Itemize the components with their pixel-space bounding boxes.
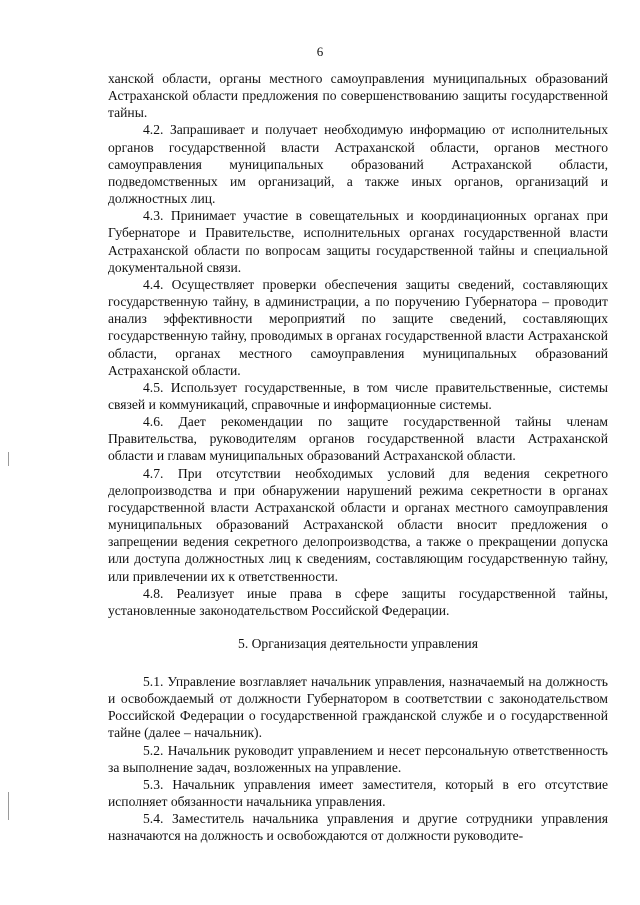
- paragraph-4-8: 4.8. Реализует иные права в сфере защиты государственной тайны, установленные законодательством Российской Федерации.: [108, 585, 608, 618]
- section-heading: 5. Организация деятельности управления: [238, 636, 478, 651]
- paragraph-4-4: 4.4. Осуществляет проверки обеспечения защиты сведений, составляющих государственную тайну, в администрации, а по поручению Губернатора – проводит анализ эффективности мероприятий по защите сведений, составляющих государственную тайну, проводимых в органах государственной власти Астраханской области, органах местного самоуправления муниципальных образований Астраханской области.: [108, 276, 608, 378]
- scan-margin-mark: [8, 792, 9, 820]
- paragraph-4-7: 4.7. При отсутствии необходимых условий для ведения секретного делопроизводства и при обнаружении нарушений режима секретности в органах государственной власти Астраханской области и органах местного самоуправления муниципальных образований Астраханской области вносит предложения о запрещении ведения секретного делопроизводства, а также о прекращении допуска или доступа должностных лиц к сведениям, составляющим государственную тайну, или привлечении их к ответственности.: [108, 465, 608, 584]
- paragraph-5-2: 5.2. Начальник руководит управлением и несет персональную ответственность за выполнение задач, возложенных на управление.: [108, 742, 608, 775]
- document-body: [108, 70, 608, 845]
- paragraph-continuation: ханской области, органы местного самоуправления муниципальных образований Астраханской области предложения по совершенствованию защиты государственной тайны.: [108, 71, 608, 121]
- paragraph-5-1: 5.1. Управление возглавляет начальник управления, назначаемый на должность и освобождаемый от должности Губернатором в соответствии с законодательством Российской Федерации о государственной гражданской службе и о государственной тайне (далее – начальник).: [108, 674, 608, 741]
- paragraph-4-2: 4.2. Запрашивает и получает необходимую информацию от исполнительных органов государственной власти Астраханской области, органов местного самоуправления муниципальных образований Астраханской области, подведомственных им организаций, а также иных органов, организаций и должностных лиц.: [108, 122, 608, 207]
- paragraph-4-5: 4.5. Использует государственные, в том числе правительственные, системы связей и коммуникаций, справочные и информационные системы.: [108, 379, 608, 412]
- paragraph-4-6: 4.6. Дает рекомендации по защите государственной тайны членам Правительства, руководителям органов государственной власти Астраханской области и главам муниципальных образований Астраханской области.: [108, 414, 608, 464]
- paragraph-5-3: 5.3. Начальник управления имеет заместителя, который в его отсутствие исполняет обязанности начальника управления.: [108, 776, 608, 810]
- page-number: 6: [316, 44, 324, 59]
- paragraph-5-4: 5.4. Заместитель начальника управления и другие сотрудники управления назначаются на должность и освобождаются от должности руководите-: [108, 811, 608, 844]
- scan-margin-mark: [8, 452, 9, 466]
- paragraph-4-3: 4.3. Принимает участие в совещательных и координационных органах при Губернаторе и Правительстве, исполнительных органах государственной власти Астраханской области по вопросам защиты государственной тайны и специальной документальной связи.: [108, 208, 608, 275]
